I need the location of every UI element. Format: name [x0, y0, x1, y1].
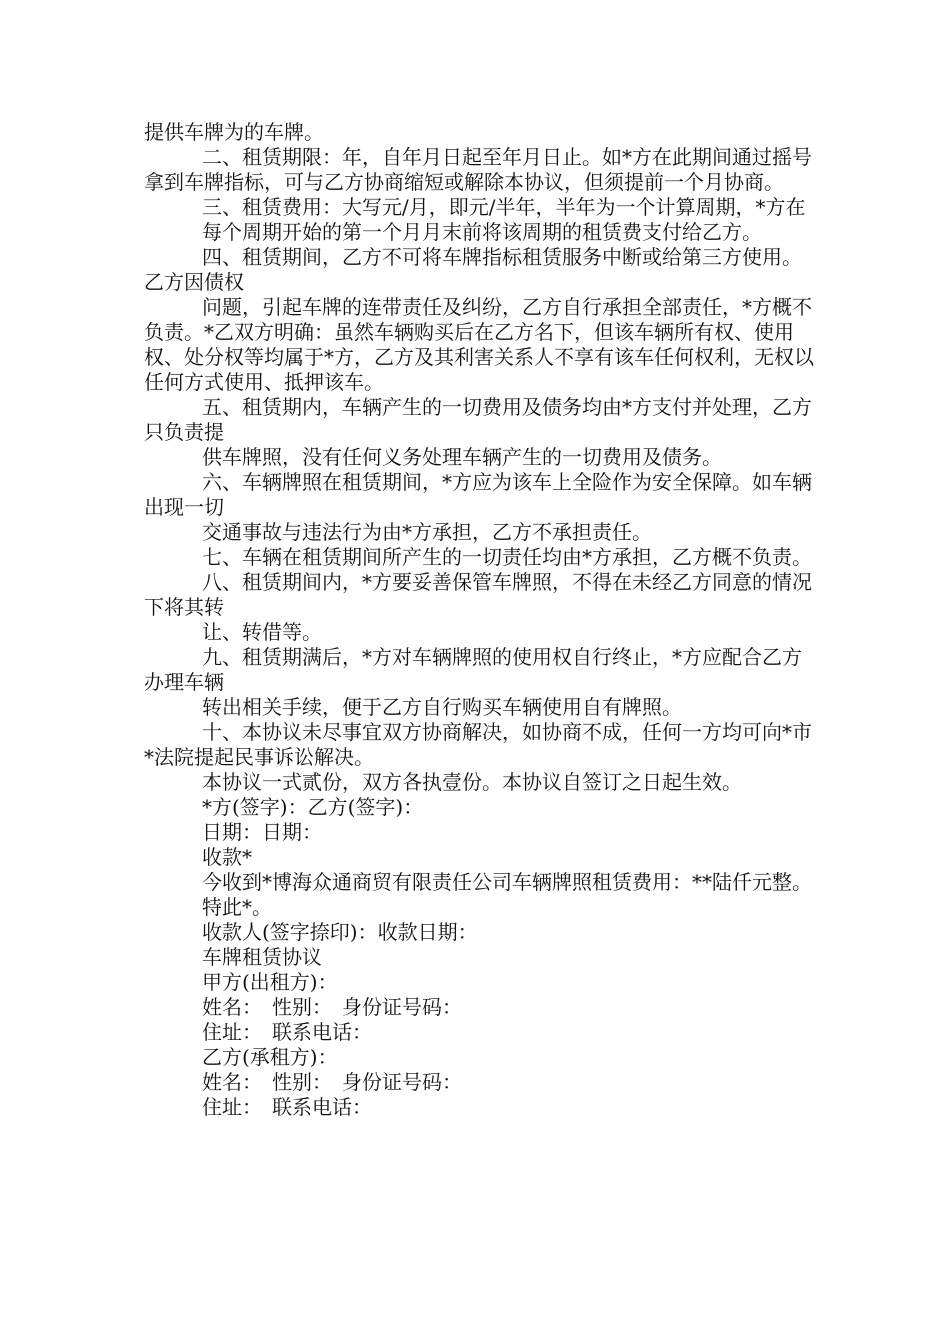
signature-line: *方(签字)：乙方(签字)：	[202, 795, 424, 819]
clause-7-liability: 七、车辆在租赁期间所产生的一切责任均由*方承担，乙方概不负责。	[202, 545, 812, 569]
para-intro-tail: 提供车牌为的车牌。	[144, 120, 324, 144]
clause-8-continued: 让、转借等。	[202, 620, 322, 644]
party-a-heading: 甲方(出租方)：	[202, 970, 338, 994]
clause-9-continued: 转出相关手续，便于乙方自行购买车辆使用自有牌照。	[202, 695, 682, 719]
clause-4-continued: 问题，引起车牌的连带责任及纠纷，乙方自行承担全部责任，*方概不负责。*乙双方明确：虽然车辆购买后在乙方名下，但该车辆所有权、使用权、处分权等均属于*方，乙方及其利害关系人不享有该车任何权利，无权以任何方式使用、抵押该车。	[144, 295, 814, 394]
agreement-title: 车牌租赁协议	[202, 945, 322, 969]
receipt-heading: 收款*	[202, 845, 252, 869]
party-b-identity-line: 姓名： 性别： 身份证号码：	[202, 1070, 462, 1094]
receipt-closing: 特此*。	[202, 895, 272, 919]
clause-3-continued: 每个周期开始的第一个月月末前将该周期的租赁费支付给乙方。	[202, 220, 762, 244]
clause-5-continued: 供车牌照，没有任何义务处理车辆产生的一切费用及债务。	[202, 445, 722, 469]
party-a-identity-line: 姓名： 性别： 身份证号码：	[202, 995, 462, 1019]
clause-9-expiry: 九、租赁期满后，*方对车辆牌照的使用权自行终止，*方应配合乙方办理车辆	[144, 645, 802, 694]
receipt-body: 今收到*博海众通商贸有限责任公司车辆牌照租赁费用：**陆仟元整。	[202, 870, 812, 894]
clause-2-lease-term: 二、租赁期限：年，自年月日起至年月日止。如*方在此期间通过摇号拿到车牌指标，可与乙方协商缩短或解除本协议，但须提前一个月协商。	[144, 145, 812, 194]
clause-5-expenses: 五、租赁期内，车辆产生的一切费用及债务均由*方支付并处理，乙方只负责提	[144, 395, 812, 444]
clause-6-insurance: 六、车辆牌照在租赁期间，*方应为该车上全险作为安全保障。如车辆出现一切	[144, 470, 812, 519]
party-a-address-line: 住址： 联系电话：	[202, 1020, 372, 1044]
party-b-heading: 乙方(承租方)：	[202, 1045, 338, 1069]
clause-4-lease-period: 四、租赁期间，乙方不可将车牌指标租赁服务中断或给第三方使用。乙方因债权	[144, 245, 802, 294]
clause-10-disputes: 十、本协议未尽事宜双方协商解决，如协商不成，任何一方均可向*市*法院提起民事诉讼解决。	[144, 720, 812, 769]
receipt-signature-line: 收款人(签字捺印)：收款日期：	[202, 920, 478, 944]
clause-8-custody: 八、租赁期间内，*方要妥善保管车牌照，不得在未经乙方同意的情况下将其转	[144, 570, 812, 619]
copies-statement: 本协议一式贰份，双方各执壹份。本协议自签订之日起生效。	[202, 770, 742, 794]
clause-6-continued: 交通事故与违法行为由*方承担，乙方不承担责任。	[202, 520, 652, 544]
party-b-address-line: 住址： 联系电话：	[202, 1095, 372, 1119]
document-body	[144, 120, 814, 1120]
date-line: 日期：日期：	[202, 820, 322, 844]
clause-3-lease-fee: 三、租赁费用：大写元/月，即元/半年，半年为一个计算周期，*方在	[202, 195, 806, 219]
